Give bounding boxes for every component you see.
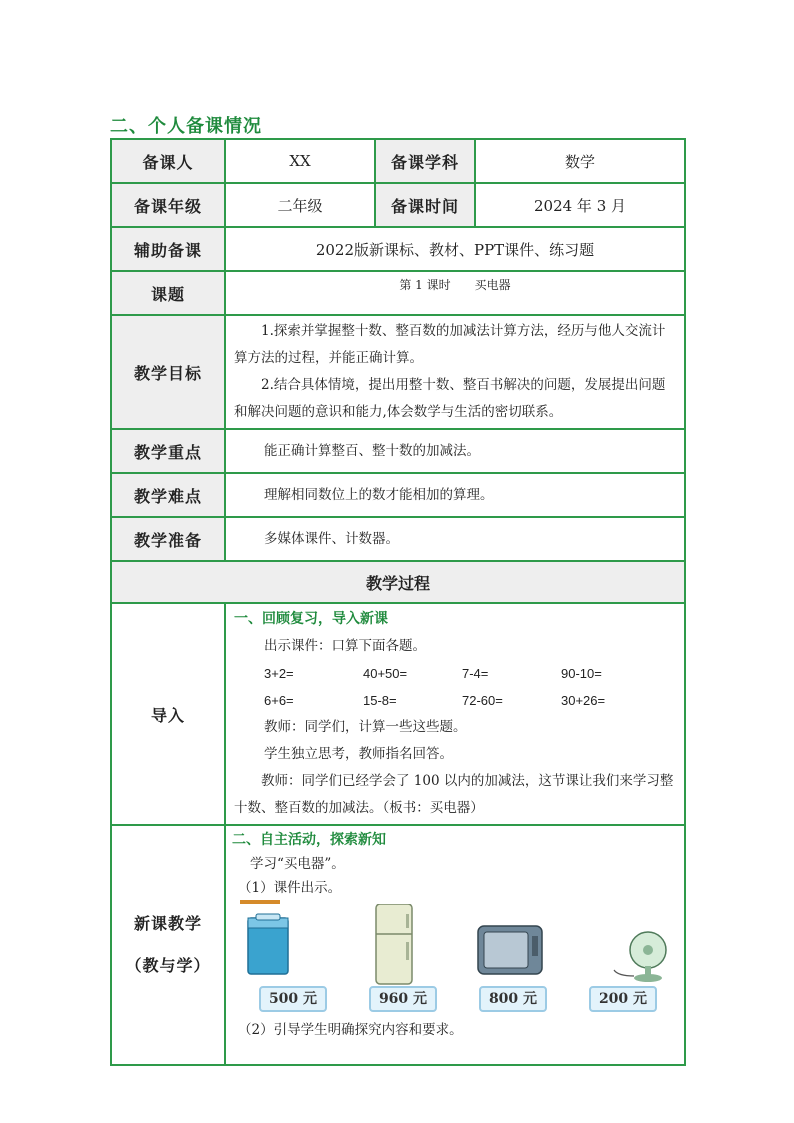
- topic-value: 第 1 课时 买电器: [225, 271, 685, 315]
- prep-label: 教学准备: [111, 517, 225, 561]
- calc-item: 40+50=: [363, 666, 408, 681]
- calc-item: 15-8=: [363, 693, 397, 708]
- subject-label: 备课学科: [375, 139, 475, 183]
- prep-text: 多媒体课件、计数器。: [264, 530, 399, 547]
- key-text: 能正确计算整百、整十数的加减法。: [264, 442, 480, 459]
- new-lesson-line: （1）课件出示。: [238, 880, 342, 896]
- difficulty-text: 理解相同数位上的数才能相加的算理。: [264, 486, 494, 503]
- washing-machine-icon: [238, 904, 348, 990]
- calc-item: 3+2=: [264, 666, 294, 681]
- subject-value: 数学: [475, 139, 685, 183]
- intro-line: 教师：同学们，计算一些这些题。: [264, 719, 467, 735]
- calc-item: 30+26=: [561, 693, 606, 708]
- washing-machine: [238, 904, 348, 1014]
- time-label: 备课时间: [375, 183, 475, 227]
- time-value: 2024 年 3 月: [475, 183, 685, 227]
- intro-heading: 一、回顾复习，导入新课: [234, 611, 388, 627]
- section-title: 二、个人备课情况: [110, 116, 262, 137]
- appliance-illustration: [232, 900, 676, 1014]
- calc-item: 72-60=: [462, 693, 503, 708]
- aux-value: 2022版新课标、教材、PPT课件、练习题: [225, 227, 685, 271]
- intro-content: [225, 603, 685, 825]
- new-lesson-line: （2）引导学生明确探究内容和要求。: [238, 1022, 463, 1038]
- calc-item: 6+6=: [264, 693, 294, 708]
- difficulty-content: [225, 473, 685, 517]
- prep-content: [225, 517, 685, 561]
- topic-label: 课题: [111, 271, 225, 315]
- intro-line: 教师：同学们已经学会了 100 以内的加减法，这节课让我们来学习整十数、整百数的加减法。（板书：买电器）: [234, 773, 674, 816]
- preparer-value: XX: [225, 139, 375, 183]
- intro-line: 出示课件：口算下面各题。: [264, 638, 426, 654]
- calc-row: [234, 660, 676, 687]
- calc-item: 90-10=: [561, 666, 602, 681]
- goals-label: 教学目标: [111, 315, 225, 429]
- grade-label: 备课年级: [111, 183, 225, 227]
- fan-icon: [568, 904, 678, 990]
- key-label: 教学重点: [111, 429, 225, 473]
- television-icon: [458, 904, 568, 990]
- new-lesson-heading: 二、自主活动，探索新知: [232, 832, 386, 848]
- price-tag: 200 元: [589, 986, 657, 1012]
- new-lesson-line: 学习“买电器”。: [250, 856, 345, 872]
- calc-row: [234, 687, 676, 714]
- price-tag: 500 元: [259, 986, 327, 1012]
- grade-value: 二年级: [225, 183, 375, 227]
- process-header: 教学过程: [111, 561, 685, 603]
- price-tag: 960 元: [369, 986, 437, 1012]
- new-lesson-label-line2: （教与学）: [125, 956, 211, 975]
- key-content: [225, 429, 685, 473]
- aux-label: 辅助备课: [111, 227, 225, 271]
- television: [458, 904, 568, 1014]
- price-tag: 800 元: [479, 986, 547, 1012]
- new-lesson-content: [225, 825, 685, 1065]
- lesson-plan-table: [110, 138, 686, 1066]
- goal-item: 2.结合具体情境，提出用整十数、整百书解决的问题，发展提出问题和解决问题的意识和能力,体会数学与生活的密切联系。: [234, 377, 666, 420]
- calc-item: 7-4=: [462, 666, 489, 681]
- new-lesson-label: [111, 825, 225, 1065]
- electric-fan: [568, 904, 678, 1014]
- preparer-label: 备课人: [111, 139, 225, 183]
- intro-line: 学生独立思考，教师指名回答。: [264, 746, 453, 762]
- refrigerator-icon: [348, 904, 458, 990]
- refrigerator: [348, 904, 458, 1014]
- difficulty-label: 教学难点: [111, 473, 225, 517]
- new-lesson-label-line1: 新课教学: [133, 914, 202, 933]
- goals-content: [225, 315, 685, 429]
- intro-label: 导入: [111, 603, 225, 825]
- goal-item: 1.探索并掌握整十数、整百数的加减法计算方法，经历与他人交流计算方法的过程，并能正确计算。: [234, 323, 666, 366]
